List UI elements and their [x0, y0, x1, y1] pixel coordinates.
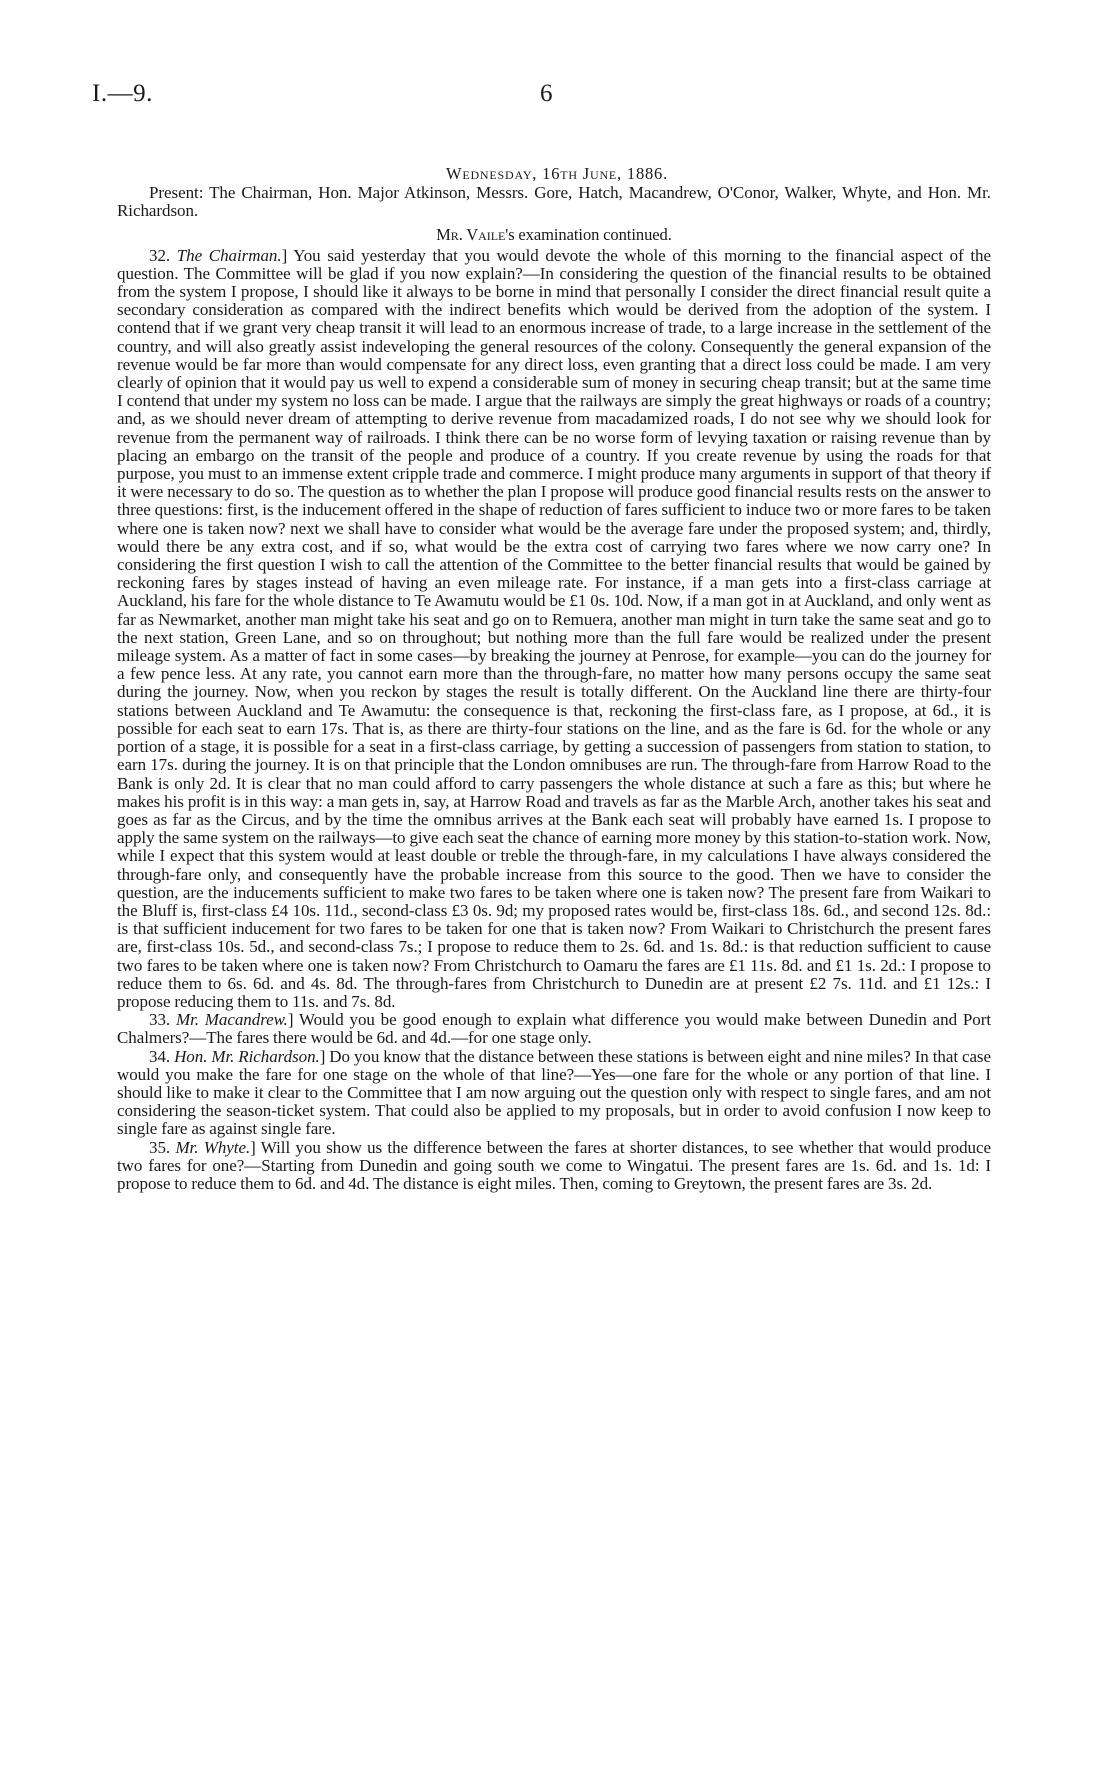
witness-name: Mr. Vaile: [436, 225, 506, 245]
question-paragraph: [117, 1011, 991, 1047]
question-text: ] Will you show us the difference between the fares at shorter distances, to see whether that would produce two fares for one?—Starting from Dunedin and going south we come to Wingatui. The present fares are 1s. 6d. and 1s. 1d: I propose to reduce them to 6d. and 4d. The distance is eight miles. Then, coming to Greytown, the present fares are 3s. 2d.: [117, 1137, 991, 1193]
question-number: 34.: [149, 1046, 171, 1066]
question-paragraph: [117, 247, 991, 1012]
question-number: 35.: [149, 1137, 171, 1157]
question-text: ] You said yesterday that you would devote the whole of this morning to the financial aspect of the question. The Committee will be glad if you now explain?—In considering the question of the financial results to be obtained from the system I propose, I should like it always to be borne in mind that personally I consider the direct financial result quite a secondary consideration as compared with the indirect benefits which would be derived from the adoption of the system. I contend that if we grant very cheap transit it will lead to an enormous increase of trade, to a large increase in the settlement of the country, and will also greatly assist indeveloping the general resources of the colony. Consequently the general expansion of the revenue would be far more than would compensate for any direct loss, even granting that a direct loss could be made. I am very clearly of opinion that it would pay us well to expend a considerable sum of money in securing cheap transit; but at the same time I contend that under my system no loss can be made. I argue that the railways are simply the great highways or roads of a country; and, as we should never dream of attempting to derive revenue from macadamized roads, I do not see why we should look for revenue from the permanent way of railroads. I think there can be no worse form of levying taxation or raising revenue than by placing an embargo on the transit of the people and produce of a country. If you create revenue by using the roads for that purpose, you must to an immense extent cripple trade and commerce. I might produce many arguments in support of that theory if it were necessary to do so. The question as to whether the plan I propose will produce good financial results rests on the answer to three questions: first, is the inducement offered in the shape of reduction of fares sufficient to induce two or more fares to be taken where one is taken now? next we shall have to consider what would be the average fare under the proposed system; and, thirdly, would there be any extra cost, and if so, what would be the extra cost of carrying two fares where we now carry one? In considering the first question I wish to call the attention of the Committee to the better financial results that would be gained by reckoning fares by stages instead of having an even mileage rate. For instance, if a man gets into a first-class carriage at Auckland, his fare for the whole distance to Te Awamutu would be £1 0s. 10d. Now, if a man got in at Auckland, and only went as far as Newmarket, another man might take his seat and go on to Remuera, another man might in turn take the same seat and go to the next station, Green Lane, and so on throughout; but nothing more than the full fare would be realized under the present mileage system. As a matter of fact in some cases—by breaking the journey at Penrose, for example—you can do the journey for a few pence less. At any rate, you cannot earn more than the through-fare, no matter how many persons occupy the same seat during the journey. Now, when you reckon by stages the result is totally different. On the Auckland line there are thirty-four stations between Auckland and Te Awamutu: the consequence is that, reckoning the first-class fare, as I propose, at 6d., it is possible for each seat to earn 17s. That is, as there are thirty-four stations on the line, and as the fare is 6d. for the whole or any portion of a stage, it is possible for a seat in a first-class carriage, by getting a succession of passengers from station to station, to earn 17s. during the journey. It is on that principle that the London omnibuses are run. The through-fare from Harrow Road to the Bank is only 2d. It is clear that no man could afford to carry passengers the whole distance at such a fare as this; but where he makes his profit is in this way: a man gets in, say, at Harrow Road and travels as far as the Marble Arch, another takes his seat and goes as far as the Circus, and by the time the omnibus arrives at the Bank each seat will probably have earned 1s. I propose to apply the same system on the railways—to give each seat the chance of earning more money by this station-to-station work. Now, while I expect that this system would at least double or treble the through-fare, in my calculations I have always considered the through-fare only, and consequently have the probable increase from this source to the good. Then we have to consider the question, are the inducements sufficient to make two fares to be taken where one is taken now? The present fare from Waikari to the Bluff is, first-class £4 10s. 11d., second-class £3 0s. 9d; my proposed rates would be, first-class 18s. 6d., and second 12s. 8d.: is that sufficient inducement for two fares to be taken for one that is taken now? From Waikari to Christchurch the present fares are, first-class 10s. 5d., and second-class 7s.; I propose to reduce them to 2s. 6d. and 1s. 8d.: is that reduction sufficient to cause two fares to be taken where one is taken now? From Christchurch to Oamaru the fares are £1 11s. 8d. and £1 1s. 2d.: I propose to reduce them to 6s. 6d. and 4s. 8d. The through-fares from Christchurch to Dunedin are at present £2 7s. 11d. and £1 12s.: I propose reducing them to 11s. and 7s. 8d.: [117, 245, 991, 1011]
question-text: ] Do you know that the distance between these stations is between eight and nine miles? In that case would you make the fare for one stage on the whole of that line?—Yes—one fare for the whole or any portion of that line. I should like to make it clear to the Committee that I am now arguing out the question only with respect to single fares, and am not considering the season-ticket system. That could also be applied to my proposals, but in order to avoid confusion I now keep to single fare as against single fare.: [117, 1046, 991, 1139]
questioner: Mr. Macandrew.: [175, 1010, 288, 1030]
document-reference: I.—9.: [92, 80, 153, 107]
page-number: 6: [540, 80, 553, 107]
question-paragraph: [117, 1048, 991, 1139]
questioner: Mr. Whyte.: [175, 1137, 251, 1157]
examination-subheading: [117, 226, 991, 244]
sitting-date: Wednesday, 16th June, 1886.: [445, 164, 669, 183]
subheading-text: 's examination continued.: [505, 225, 672, 245]
question-number: 32.: [149, 245, 171, 265]
document-body: [117, 184, 991, 1193]
questioner: The Chairman.: [176, 245, 282, 265]
question-number: 33.: [149, 1010, 171, 1030]
questioner: Hon. Mr. Richardson.: [174, 1046, 320, 1066]
question-text: ] Would you be good enough to explain what difference you would make between Dunedin and Port Chalmers?—The fares there would be 6d. and 4d.—for one stage only.: [117, 1010, 992, 1048]
attendance-paragraph: Present: The Chairman, Hon. Major Atkinson, Messrs. Gore, Hatch, Macandrew, O'Conor, Walker, Whyte, and Hon. Mr. Richardson.: [117, 183, 991, 221]
question-paragraph: [117, 1139, 991, 1194]
